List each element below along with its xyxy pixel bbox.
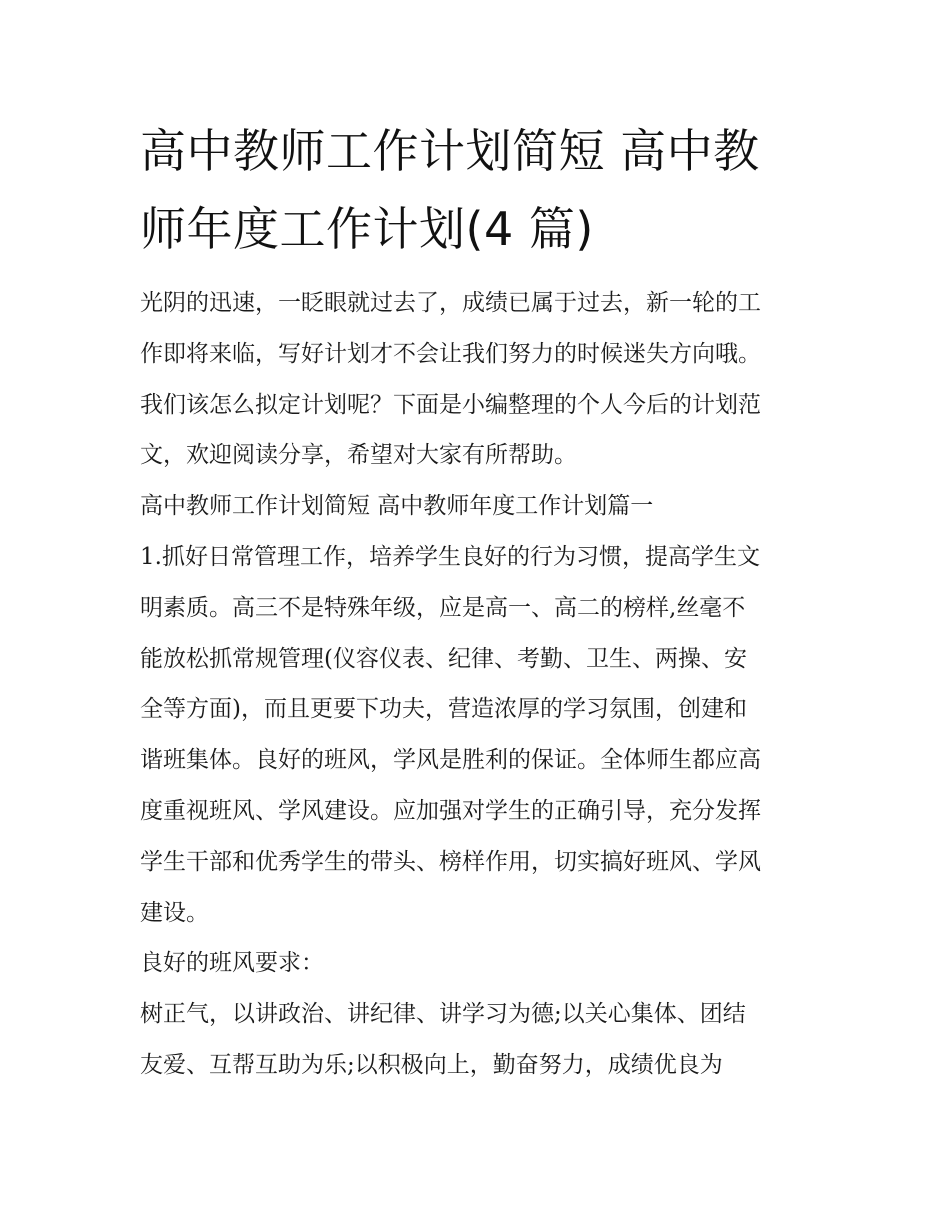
- paragraph-line: 友爱、互帮互助为乐;以积极向上，勤奋努力，成绩优良为: [140, 1051, 723, 1078]
- paragraph-line: 全等方面)，而且更要下功夫，营造浓厚的学习氛围，创建和: [140, 696, 747, 723]
- paragraph-line: 学生干部和优秀学生的带头、榜样作用，切实搞好班风、学风: [140, 848, 761, 875]
- paragraph-intro-line: 作即将来临，写好计划才不会让我们努力的时候迷失方向哦。: [140, 340, 761, 367]
- section-heading: 高中教师工作计划简短 高中教师年度工作计划篇一: [140, 493, 654, 520]
- paragraph-line: 1.抓好日常管理工作，培养学生良好的行为习惯，提高学生文: [140, 543, 760, 570]
- paragraph-line: 明素质。高三不是特殊年级，应是高一、高二的榜样,丝毫不: [140, 594, 746, 621]
- paragraph-intro-line: 光阴的迅速，一眨眼就过去了，成绩已属于过去，新一轮的工: [140, 290, 761, 316]
- paragraph-line: 度重视班风、学风建设。应加强对学生的正确引导，充分发挥: [140, 797, 761, 824]
- document-body: [140, 278, 812, 1091]
- subheading-line: 良好的班风要求：: [140, 950, 324, 977]
- paragraph-line: 谐班集体。良好的班风，学风是胜利的保证。全体师生都应高: [140, 747, 761, 774]
- paragraph-line: 树正气，以讲政治、讲纪律、讲学习为德;以关心集体、团结: [140, 1001, 746, 1028]
- paragraph-intro-line: 我们该怎么拟定计划呢？下面是小编整理的个人今后的计划范: [140, 391, 761, 418]
- title-line: 高中教师工作计划简短 高中教: [140, 124, 760, 178]
- paragraph-intro-line: 文，欢迎阅读分享，希望对大家有所帮助。: [140, 442, 577, 469]
- document-title: [140, 112, 812, 268]
- title-line: 师年度工作计划(4 篇): [140, 202, 594, 256]
- paragraph-line: 建设。: [140, 899, 209, 926]
- document-content: [140, 112, 812, 1091]
- paragraph-line: 能放松抓常规管理(仪容仪表、纪律、考勤、卫生、两操、安: [140, 645, 747, 672]
